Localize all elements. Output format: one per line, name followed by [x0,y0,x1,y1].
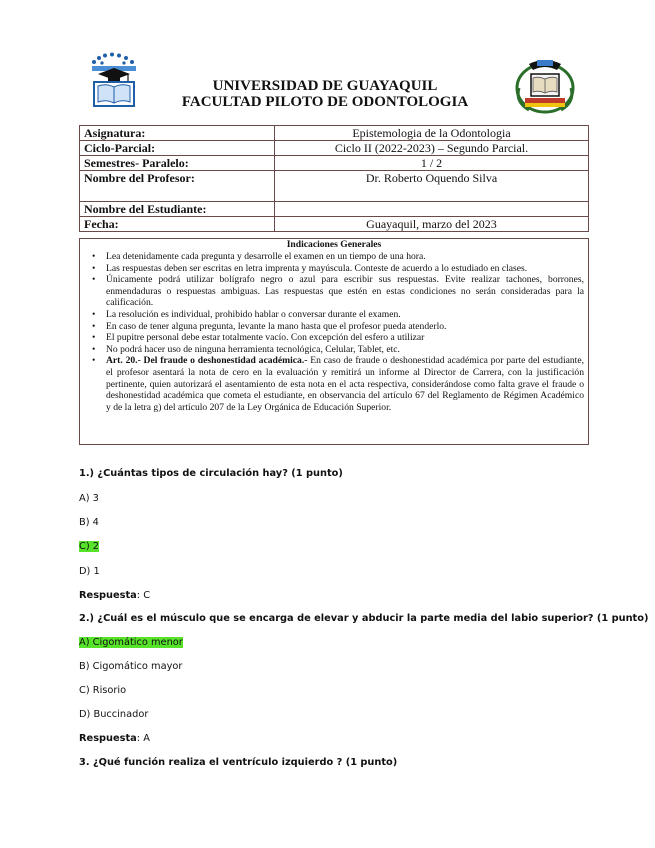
university-logo-icon [88,52,140,110]
table-row [80,126,589,141]
subject-label: Asignatura: [80,126,275,141]
list-item: • No podrá hacer uso de ninguna herramienta tecnológica, Celular, Tablet, etc. [106,344,584,356]
faculty-crest-icon [513,58,577,114]
general-indications [79,238,589,445]
question-2: 2.) ¿Cuál es el músculo que se encarga de elevar y abducir la parte media del labio superior? (1 punto) [79,613,649,624]
list-item: • Lea detenidamente cada pregunta y desarrolle el examen en un tiempo de una hora. [106,251,584,263]
indications-title: Indicaciones Generales [286,239,382,250]
question-1-option-d[interactable]: D) 1 [79,566,100,577]
list-item: • Únicamente podrá utilizar bolígrafo negro o azul para escribir sus respuestas. Evite realizar tachones, borrones, enmendaduras o respuestas ambiguas. Las respuestas que estén en estas condiciones no serán consideradas para la calificación. [106,274,584,309]
document-header [150,78,500,110]
answer-label: Respuesta [79,590,137,601]
question-1-option-a[interactable]: A) 3 [79,493,99,504]
question-2-answer [79,733,150,745]
question-2-option-c[interactable]: C) Risorio [79,685,127,696]
question-1-answer [79,590,150,602]
question-3: 3. ¿Qué función realiza el ventrículo izquierdo ? (1 punto) [79,757,398,768]
question-1-option-b[interactable]: B) 4 [79,517,99,528]
table-row [80,156,589,171]
professor-label: Nombre del Profesor: [80,171,275,202]
question-2-option-a-wrap [79,637,183,649]
list-item [106,355,584,413]
question-1: 1.) ¿Cuántas tipos de circulación hay? (1 punto) [79,468,343,479]
cycle-value: Ciclo II (2022-2023) – Segundo Parcial. [275,141,589,156]
answer-value: : A [136,733,150,744]
table-row [80,217,589,232]
semester-value: 1 / 2 [275,156,589,171]
article-text: En caso de fraude o deshonestidad académica por parte del estudiante, el profesor asentará la nota de cero en la evaluación y remitirá un informe al Director de Carrera, con la justificación pertinente, quien autorizará el asentamiento de esta nota en el acta respectiva, considerándose como falta grave el fraude o deshonestidad académica que cometa el estudiante, en observancia del artículo 67 del Reglamento de Régimen Académico y de la letra g) del artículo 207 de la Ley Orgánica de Educación Superior. [106,355,584,413]
question-2-option-d[interactable]: D) Buccinador [79,709,149,720]
date-label: Fecha: [80,217,275,232]
student-label: Nombre del Estudiante: [80,202,275,217]
cycle-label: Ciclo-Parcial: [80,141,275,156]
list-item: • Las respuestas deben ser escritas en letra imprenta y mayúscula. Conteste de acuerdo a lo estudiado en clases. [106,263,584,275]
table-row [80,141,589,156]
student-name-field[interactable] [275,202,589,217]
list-item: • En caso de tener alguna pregunta, levante la mano hasta que el profesor pueda atenderlo. [106,321,584,333]
article-title: Art. 20.- Del fraude o deshonestidad académica.- [106,355,308,367]
list-item: • La resolución es individual, prohibido hablar o conversar durante el examen. [106,309,584,321]
table-row [80,202,589,217]
table-row [80,171,589,202]
question-1-option-c-wrap [79,541,99,553]
date-value: Guayaquil, marzo del 2023 [275,217,589,232]
question-2-option-a[interactable]: A) Cigomático menor [79,637,183,648]
list-item: • El pupitre personal debe estar totalmente vacío. Con excepción del esfero a utilizar [106,332,584,344]
exam-info-table [79,125,589,232]
subject-value: Epistemologia de la Odontologia [275,126,589,141]
indications-list [80,251,588,413]
question-1-option-c[interactable]: C) 2 [79,541,100,552]
answer-label: Respuesta [79,733,137,744]
answer-value: : C [136,590,151,601]
faculty-name: FACULTAD PILOTO DE ODONTOLOGIA [181,94,469,110]
semester-label: Semestres- Paralelo: [80,156,275,171]
professor-value: Dr. Roberto Oquendo Silva [275,171,589,202]
question-2-option-b[interactable]: B) Cigomático mayor [79,661,183,672]
university-name: UNIVERSIDAD DE GUAYAQUIL [212,78,438,94]
